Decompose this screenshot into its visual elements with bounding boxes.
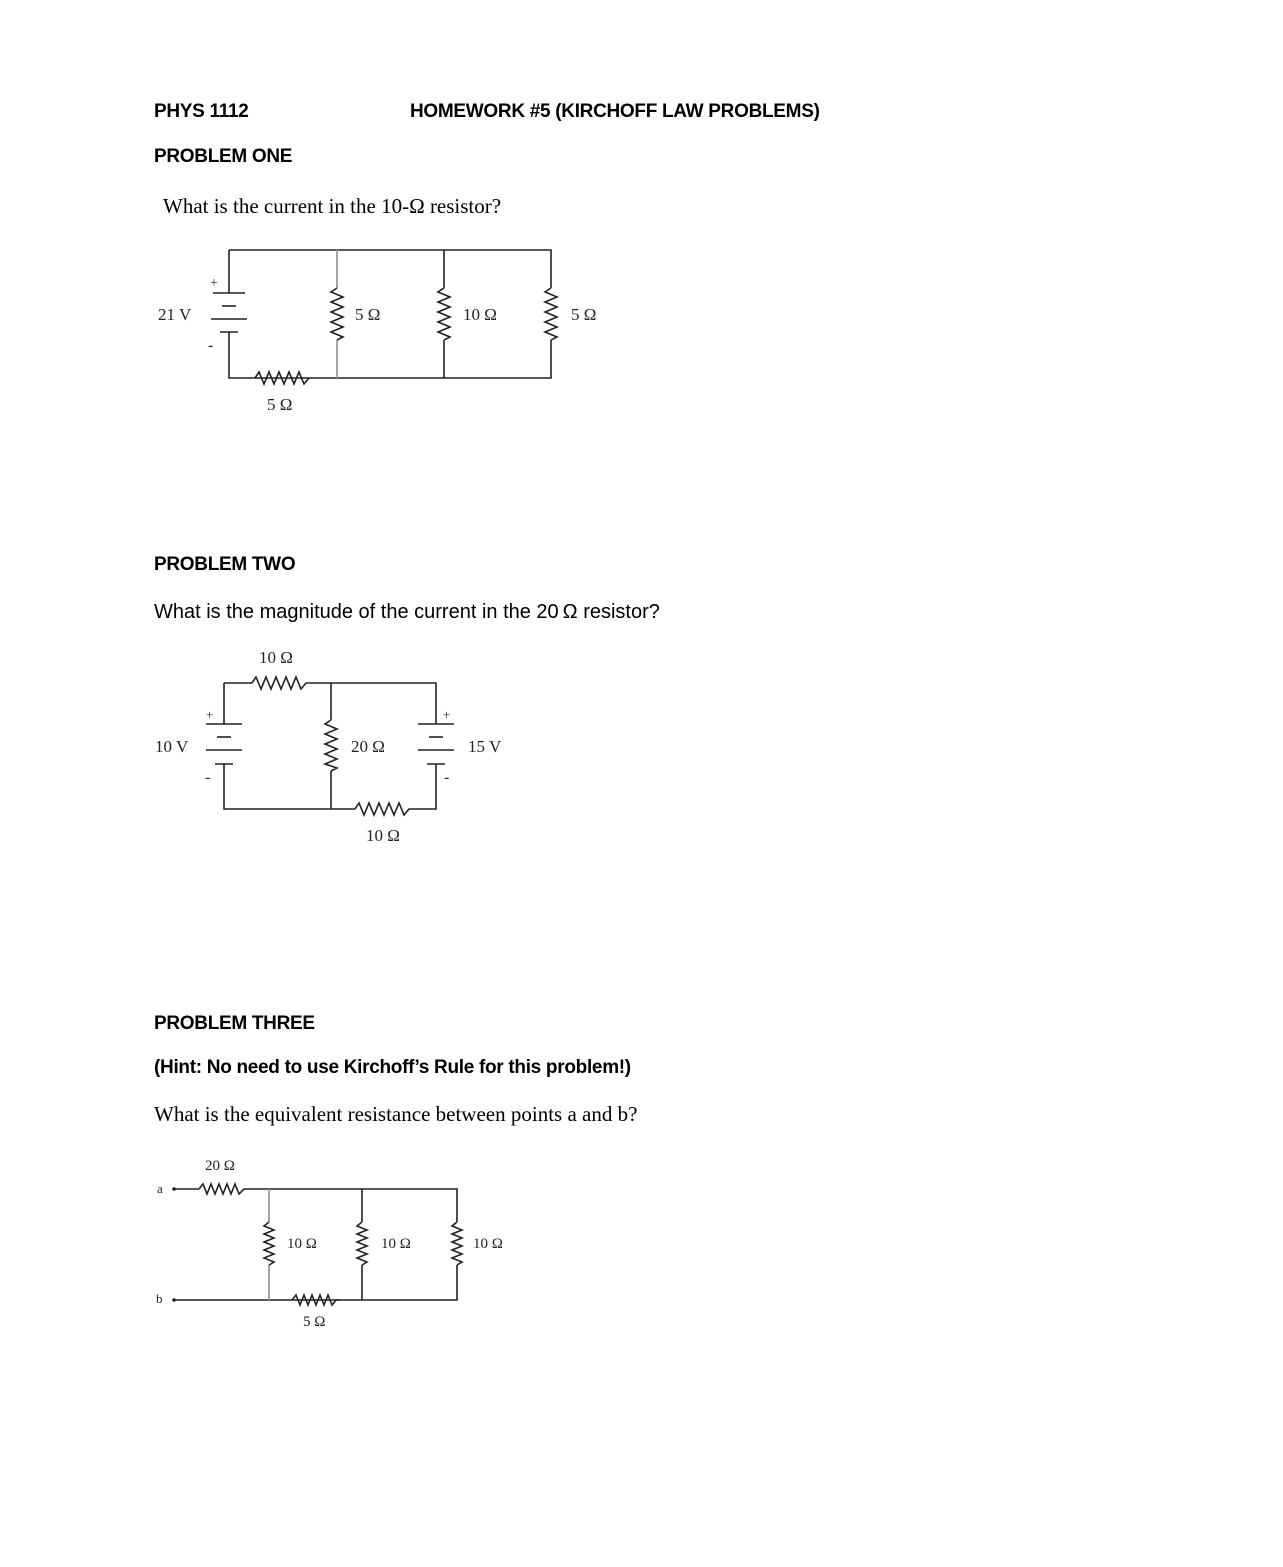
p2-right-minus: - xyxy=(444,769,450,786)
p3-label-10ohm-3: 10 Ω xyxy=(473,1236,503,1252)
p1-outer-wire xyxy=(229,250,551,378)
course-code: PHYS 1112 xyxy=(154,101,249,122)
p2-resistor-20ohm xyxy=(325,720,337,771)
p1-label-5ohm-bottom: 5 Ω xyxy=(267,395,293,414)
p1-minus-sign: - xyxy=(208,337,214,354)
problem-two-heading: PROBLEM TWO xyxy=(154,554,296,575)
p2-label-battery-right: 15 V xyxy=(468,737,502,756)
problem-three-heading: PROBLEM THREE xyxy=(154,1013,315,1034)
p1-label-5ohm-mid: 5 Ω xyxy=(355,305,381,324)
p1-label-10ohm: 10 Ω xyxy=(463,305,497,324)
homework-title: HOMEWORK #5 (KIRCHOFF LAW PROBLEMS) xyxy=(410,101,820,122)
p2-resistor-10ohm-bottom xyxy=(355,803,413,815)
p1-battery xyxy=(211,293,247,344)
problem-two-question: What is the magnitude of the current in the 20 Ω resistor? xyxy=(154,601,660,623)
p3-resistor-10ohm-3 xyxy=(452,1222,462,1265)
p3-label-10ohm-1: 10 Ω xyxy=(287,1236,317,1252)
p3-resistor-20ohm xyxy=(199,1184,248,1194)
p1-resistor-5ohm-right xyxy=(545,288,557,340)
p2-label-battery-left: 10 V xyxy=(155,737,189,756)
p2-label-20ohm: 20 Ω xyxy=(351,737,385,756)
problem-one-question: What is the current in the 10-Ω resistor? xyxy=(163,194,502,218)
p3-label-10ohm-2: 10 Ω xyxy=(381,1236,411,1252)
problem-one-heading: PROBLEM ONE xyxy=(154,146,293,167)
p2-left-plus: + xyxy=(206,707,214,722)
p2-resistor-10ohm-top xyxy=(252,677,310,689)
p3-label-20ohm: 20 Ω xyxy=(205,1158,235,1174)
p2-left-minus: - xyxy=(205,769,211,786)
p1-battery-label: 21 V xyxy=(158,305,192,324)
p2-battery-right xyxy=(418,724,454,772)
p1-resistor-5ohm-mid xyxy=(331,288,343,340)
p3-label-5ohm: 5 Ω xyxy=(303,1314,326,1330)
p1-resistor-10ohm xyxy=(438,288,450,340)
p3-resistor-10ohm-1 xyxy=(264,1222,274,1265)
p2-label-10ohm-top: 10 Ω xyxy=(259,648,293,667)
p2-right-plus: + xyxy=(443,707,451,722)
problem-three-question: What is the equivalent resistance between points a and b? xyxy=(154,1102,638,1126)
p2-label-10ohm-bottom: 10 Ω xyxy=(366,826,400,845)
p3-resistor-10ohm-2 xyxy=(357,1222,367,1265)
p2-battery-left xyxy=(206,724,242,764)
p3-label-a: a xyxy=(157,1181,163,1196)
problem-three-hint: (Hint: No need to use Kirchoff’s Rule for this problem!) xyxy=(154,1057,631,1078)
p3-label-b: b xyxy=(156,1291,163,1306)
p1-label-5ohm-right: 5 Ω xyxy=(571,305,597,324)
p1-plus-sign: + xyxy=(210,276,218,291)
